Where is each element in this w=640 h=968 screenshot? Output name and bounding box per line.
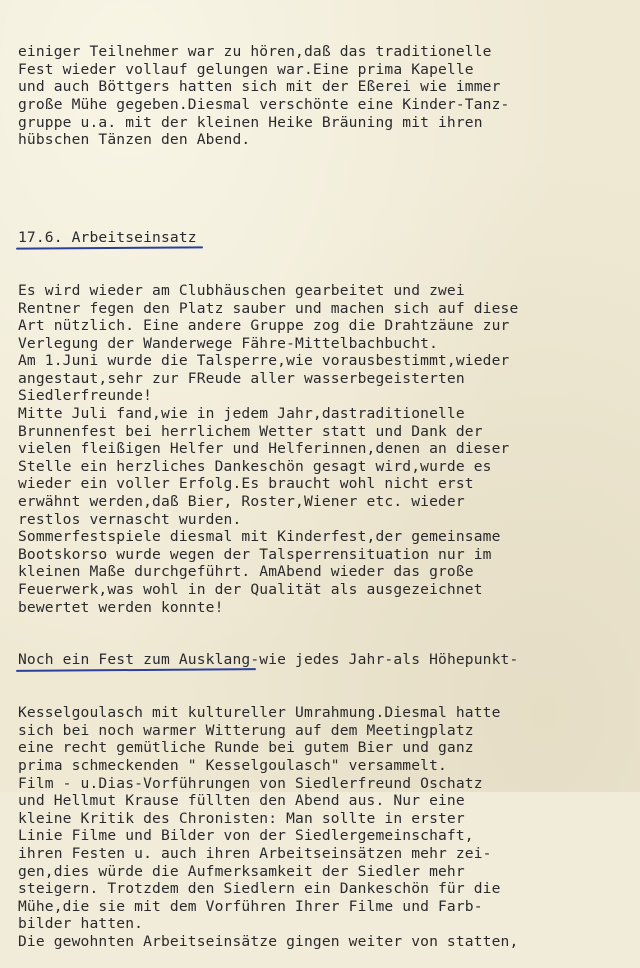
text-line: gen,dies würde die Aufmerksamkeit der Siedler mehr <box>18 862 465 880</box>
text-line: restlos vernascht wurden. <box>18 510 242 528</box>
text-line: bilder hatten. <box>18 915 144 933</box>
text-line: Die gewohnten Arbeitseinsätze gingen weiter von statten, <box>18 932 519 950</box>
paragraph-intro <box>18 43 640 149</box>
text-line: Fest wieder vollauf gelungen war.Eine prima Kapelle <box>18 60 474 78</box>
text-line: Feuerwerk,was wohl in der Qualität als ausgezeichnet <box>18 581 483 598</box>
text-line: Bootskorso wurde wegen der Talsperrensituation nur im <box>18 545 492 563</box>
text-line: und auch Böttgers hatten sich mit der Eßerei wie immer <box>18 78 501 96</box>
text-line: große Mühe gegeben.Diesmal verschönte eine Kinder-Tanz- <box>18 95 510 113</box>
text-line: prima schmeckenden " Kesselgoulasch" versammelt. <box>18 756 447 774</box>
text-line: Sommerfestspiele diesmal mit Kinderfest,der gemeinsame <box>18 528 501 546</box>
text-line: Es wird wieder am Clubhäuschen gearbeitet und zwei <box>18 281 465 299</box>
heading-fest-line <box>18 651 640 669</box>
text-line: Mühe,die sie mit dem Vorführen Ihrer Filme und Farb- <box>18 897 483 915</box>
heading-arbeitseinsatz <box>18 229 640 247</box>
text-line: erwähnt werden,daß Bier, Roster,Wiener etc. wieder <box>18 493 465 511</box>
heading-fest-ausklang: Noch ein Fest zum Ausklang <box>18 651 251 669</box>
text-line: und Hellmut Krause füllten den Abend aus. Nur eine <box>18 792 465 810</box>
heading-fest-rest: -wie jedes Jahr-als Höhepunkt- <box>250 651 519 669</box>
paragraph-kesselgoulasch <box>18 704 640 950</box>
text-line: Art nützlich. Eine andere Gruppe zog die Drahtzäune zur <box>18 317 510 335</box>
text-line: hübschen Tänzen den Abend. <box>18 131 251 149</box>
text-line: eine recht gemütliche Runde bei gutem Bier und ganz <box>18 739 474 757</box>
text-line: Linie Filme und Bilder von der Siedlergemeinschaft, <box>18 827 474 845</box>
text-line: gruppe u.a. mit der kleinen Heike Bräuning mit ihren <box>18 113 483 131</box>
text-line: Verlegung der Wanderwege Fähre-Mittelbachbucht. <box>18 334 439 352</box>
text-line: kleinen Maße durchgeführt. AmAbend wieder das große <box>18 563 474 581</box>
text-line: ihren Festen u. auch ihren Arbeitseinsätzen mehr zei- <box>18 844 492 862</box>
text-line: Mitte Juli fand,wie in jedem Jahr,dastraditionelle <box>18 405 465 423</box>
text-line: Film - u.Dias-Vorführungen von Siedlerfreund Oschatz <box>18 774 483 792</box>
text-line: Rentner fegen den Platz sauber und machen sich auf diese <box>18 299 519 317</box>
text-line: kleine Kritik des Chronisten: Man sollte in erster <box>18 809 465 827</box>
text-line: Siedlerfreunde! <box>18 387 153 405</box>
text-line: steigern. Trotzdem den Siedlern ein Dankeschön für die <box>18 880 501 898</box>
text-line: sich bei noch warmer Witterung auf dem Meetingplatz <box>18 721 474 739</box>
text-line: Kesselgoulasch mit kultureller Umrahmung.Diesmal hatte <box>18 704 501 722</box>
text-line: wieder ein voller Erfolg.Es braucht wohl nicht erst <box>18 475 474 493</box>
text-line: Brunnenfest bei herrlichem Wetter statt und Dank der <box>18 422 483 440</box>
typed-document <box>18 8 640 968</box>
text-line: einiger Teilnehmer war zu hören,daß das traditionelle <box>18 43 492 61</box>
heading-arbeitseinsatz-text: 17.6. Arbeitseinsatz <box>18 229 197 247</box>
text-line: vielen fleißigen Helfer und Helferinnen,denen an dieser <box>18 440 510 458</box>
paragraph-main <box>18 282 640 616</box>
text-line: bewertet werden konnte! <box>18 598 224 616</box>
text-line: Am 1.Juni wurde die Talsperre,wie vorausbestimmt,wieder <box>18 352 510 370</box>
text-line: angestaut,sehr zur FReude aller wasserbegeisterten <box>18 369 465 387</box>
text-line: Stelle ein herzliches Dankeschön gesagt wird,wurde es <box>18 457 492 475</box>
